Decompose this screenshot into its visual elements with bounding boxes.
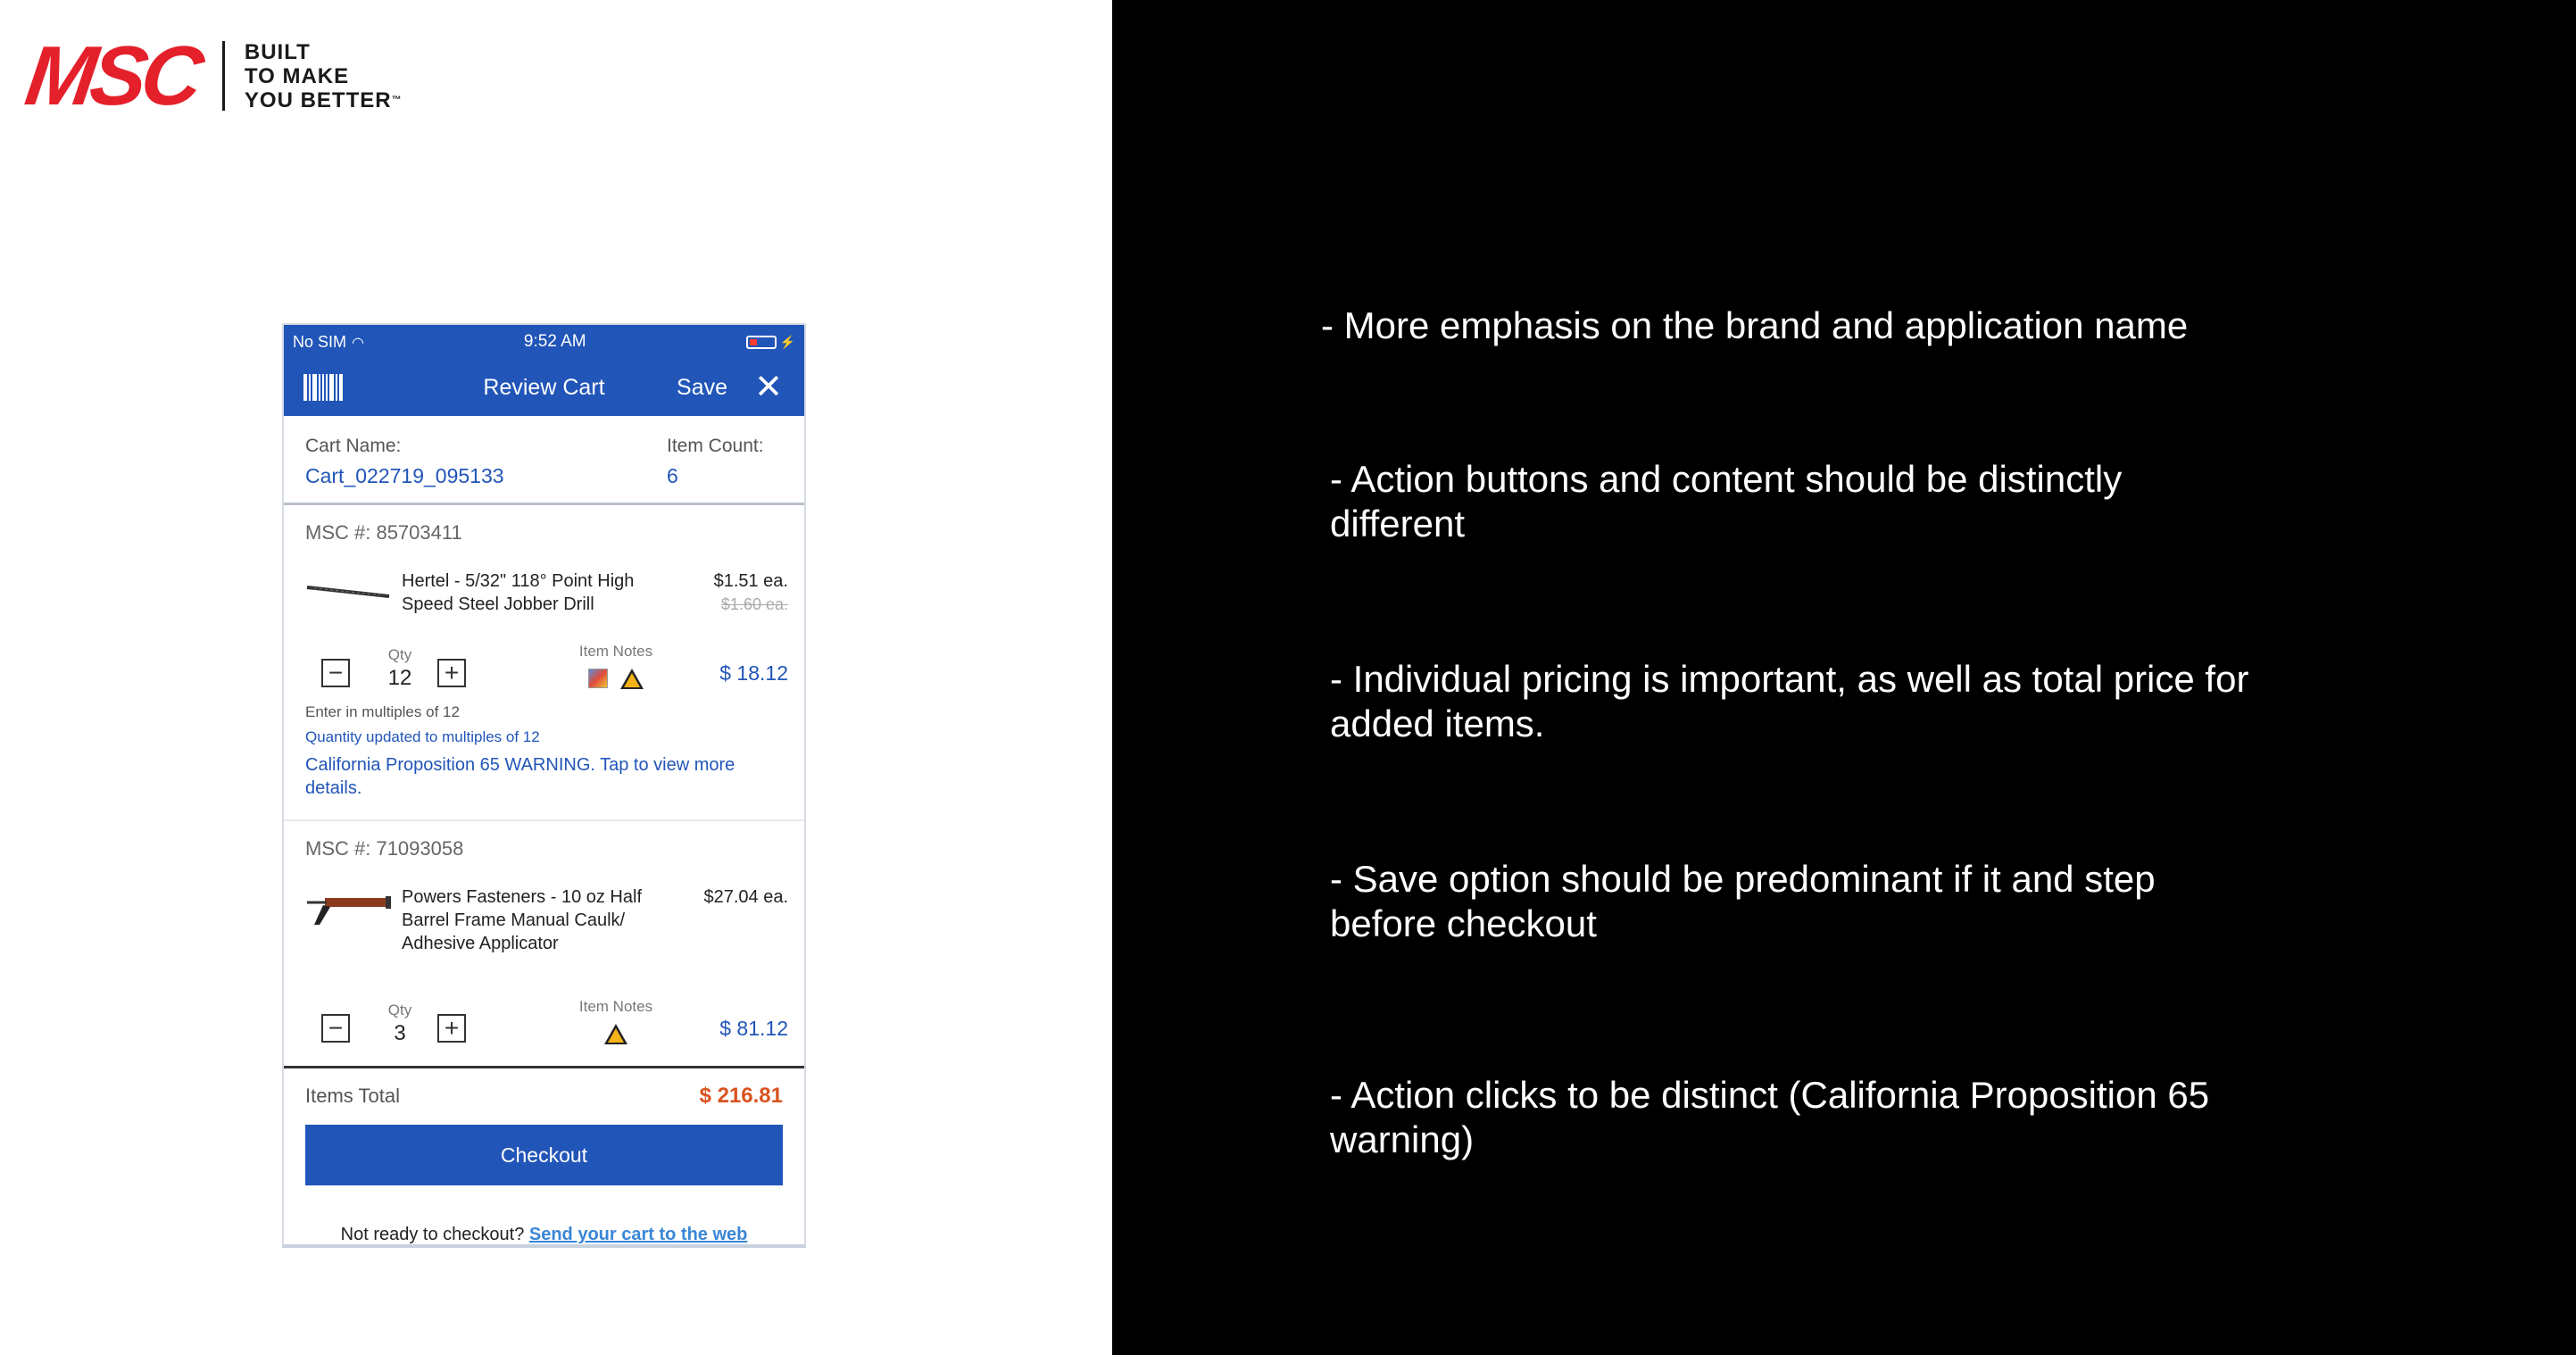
cart-info [284, 416, 804, 505]
qty-label: Qty [387, 1002, 412, 1018]
current-price: $27.04 ea. [703, 887, 788, 907]
line-total: $ 81.12 [719, 1017, 788, 1040]
product-row [305, 885, 788, 955]
wifi-icon: ◠ [352, 335, 364, 351]
footer-text: Not ready to checkout? [340, 1225, 529, 1244]
logo-divider [222, 41, 225, 111]
cart-item [284, 505, 804, 819]
warning-icon[interactable] [604, 1024, 627, 1044]
items-total-value: $ 216.81 [699, 1083, 783, 1108]
prop65-warning-link[interactable]: California Proposition 65 WARNING. Tap to view more details. [305, 755, 735, 798]
item-count-value: 6 [667, 464, 678, 487]
quantity-row [305, 636, 788, 691]
send-to-web-footer [284, 1225, 804, 1245]
qty-label: Qty [387, 646, 412, 663]
tagline-line-1: BUILT [244, 39, 311, 64]
original-price: $1.60 ea. [720, 595, 788, 613]
decrease-qty-button[interactable]: − [321, 1014, 350, 1043]
items-total-label: Items Total [305, 1084, 400, 1107]
status-bar [284, 325, 804, 359]
quantity-row [305, 991, 788, 1046]
msc-number: MSC #: 71093058 [305, 837, 464, 860]
product-description: Powers Fasteners - 10 oz Half Barrel Frame Manual Caulk/ Adhesive Applicator [402, 887, 642, 953]
feedback-item: - More emphasis on the brand and application name [1321, 304, 2189, 346]
product-row [305, 569, 788, 616]
tagline-line-3-text: YOU BETTER [244, 87, 392, 112]
checkout-button[interactable]: Checkout [305, 1125, 783, 1185]
carrier-status [293, 333, 364, 352]
tagline-line-2: TO MAKE [244, 63, 350, 88]
feedback-item: - Action clicks to be distinct (California Proposition 65 warning) [1330, 1074, 2210, 1160]
left-panel [0, 0, 1112, 1355]
quantity-updated-notice: Quantity updated to multiples of 12 [305, 728, 540, 745]
current-price: $1.51 ea. [713, 571, 788, 591]
increase-qty-button[interactable]: + [437, 1014, 466, 1043]
cart-name-block [305, 436, 504, 503]
nav-bar [284, 359, 804, 416]
prop65-image-icon[interactable] [588, 669, 608, 688]
decrease-qty-button[interactable]: − [321, 659, 350, 687]
item-notes-icons [562, 1021, 669, 1046]
qty-value[interactable]: 3 [394, 1021, 406, 1045]
close-icon[interactable]: ✕ [754, 369, 783, 406]
page-title: Review Cart [483, 374, 605, 400]
right-panel [1112, 0, 2576, 1355]
carrier-label: No SIM [293, 332, 347, 351]
increase-qty-button[interactable]: + [437, 659, 466, 687]
cart-name-label: Cart Name: [305, 436, 402, 456]
item-notes-icons [562, 666, 669, 691]
feedback-item: - Individual pricing is important, as well as total price for added items. [1330, 658, 2249, 744]
item-notes [562, 998, 669, 1046]
item-notes [562, 643, 669, 691]
item-notes-label: Item Notes [578, 643, 653, 660]
charging-bolt-icon: ⚡ [779, 334, 795, 349]
battery-indicator [746, 335, 795, 350]
feedback-item: - Save option should be predominant if it and step before checkout [1330, 858, 2156, 944]
feedback-item: - Action buttons and content should be distinctly different [1330, 458, 2123, 544]
msc-logo [20, 29, 403, 122]
line-total: $ 18.12 [719, 661, 788, 685]
logo-wordmark: MSC [20, 29, 204, 122]
items-total-row [284, 1066, 804, 1123]
product-description: Hertel - 5/32" 118° Point High Speed Steel Jobber Drill [402, 571, 635, 614]
logo-tagline [245, 40, 403, 112]
battery-icon [746, 336, 777, 349]
trademark-symbol: ™ [391, 94, 403, 105]
qty-value[interactable]: 12 [387, 666, 412, 690]
quantity-stepper [382, 1002, 418, 1046]
phone-screenshot [282, 323, 806, 1248]
quantity-stepper [382, 646, 418, 691]
unit-price [686, 885, 788, 955]
send-cart-to-web-link[interactable]: Send your cart to the web [528, 1225, 748, 1244]
item-notes-label: Item Notes [578, 998, 653, 1015]
barcode-scan-icon[interactable] [303, 374, 343, 401]
item-count-block [667, 436, 783, 503]
save-button[interactable]: Save [677, 374, 727, 400]
warning-icon[interactable] [620, 669, 644, 689]
drill-bit-image [305, 569, 402, 614]
clock: 9:52 AM [523, 332, 586, 351]
caulk-gun-image [305, 885, 402, 930]
item-count-label: Item Count: [667, 436, 764, 456]
cart-item [284, 819, 804, 1046]
tagline-line-3 [245, 88, 403, 112]
unit-price [686, 569, 788, 616]
cart-name-value[interactable]: Cart_022719_095133 [305, 464, 504, 487]
multiples-hint: Enter in multiples of 12 [305, 703, 460, 720]
msc-number: MSC #: 85703411 [305, 521, 462, 544]
